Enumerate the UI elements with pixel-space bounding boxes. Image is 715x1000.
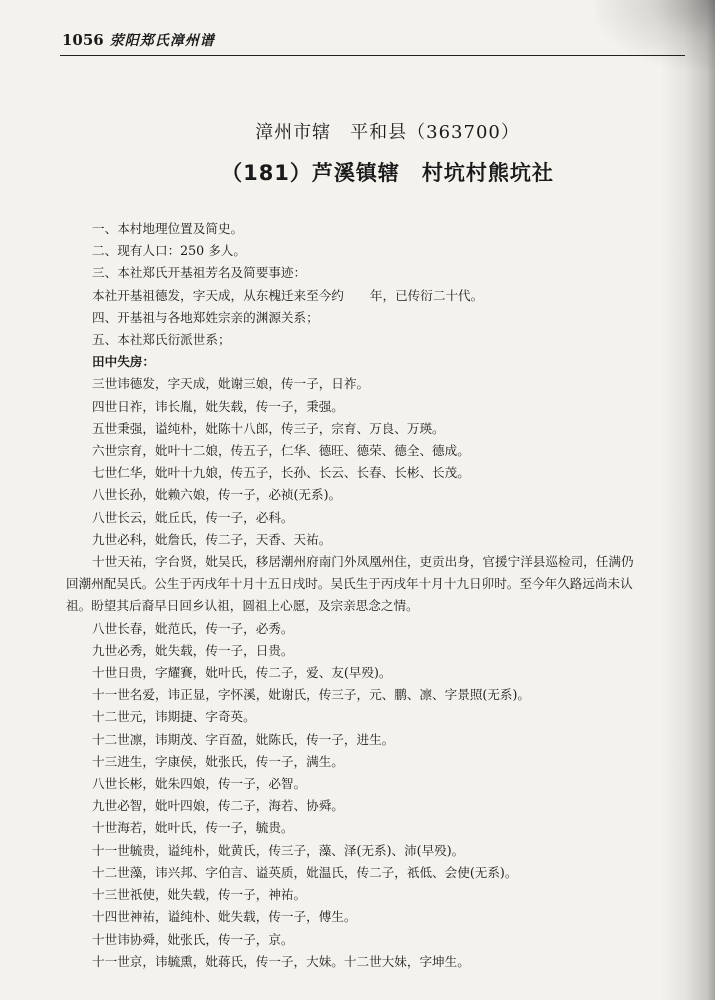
genealogy-line: 十世日贵，字耀賽，妣叶氏，传二子，爱、友(早殁)。 xyxy=(92,665,392,681)
genealogy-line: 十一世京，讳毓熏，妣蒋氏，传一子，大妹。十二世大妹，字坤生。 xyxy=(92,953,470,969)
tianyou-paragraph-line: 回潮州配吴氏。公生于丙戌年十月十五日戌时。吴氏生于丙戌年十月十九日卯时。至今年久路远尚未认 xyxy=(66,576,633,592)
section-2: 二、现有人口：250 多人。 xyxy=(92,243,246,259)
section-3-detail xyxy=(66,285,682,307)
genealogy-line: 十一世名爱，讳正显，字怀溪，妣谢氏，传三子，元、鹏、凛、字景照(无系)。 xyxy=(92,687,531,703)
genealogy-line: 五世秉强，谥纯朴，妣陈十八郎，传三子，宗育、万良、万瑛。 xyxy=(92,420,445,436)
genealogy-line: 九世必智，妣叶四娘，传二子，海若、协舜。 xyxy=(92,798,344,814)
section-5: 五、本社郑氏衍派世系； xyxy=(92,332,231,348)
section-title-village: （181）芦溪镇辖 村坑村熊坑社 xyxy=(221,161,554,185)
header-rule xyxy=(60,55,685,56)
tianyou-paragraph-line: 十世天祐，字台贤，妣吴氏，移居潮州府南门外凤凰州住，吏贡出身，官援宁洋县巡检司，任满仍 xyxy=(92,554,634,570)
genealogy-line: 十世海若，妣叶氏，传一子，毓贵。 xyxy=(92,820,294,836)
genealogy-line: 十三进生，字康侯，妣张氏，传一子，满生。 xyxy=(92,753,344,769)
running-header xyxy=(62,30,215,50)
body-text xyxy=(66,218,682,973)
book-title: 荥阳郑氏漳州谱 xyxy=(109,33,215,49)
genealogy-line: 六世宗育，妣叶十二娘，传五子，仁华、德旺、德荣、德全、德成。 xyxy=(92,443,470,459)
genealogy-line: 八世长云，妣丘氏，传一子，必科。 xyxy=(92,509,294,525)
section-3-detail-a: 本社开基祖德发，字天成，从东槐迁来至今约 xyxy=(92,287,344,303)
genealogy-line: 十三世祇使，妣失载，传一子，神祐。 xyxy=(92,887,307,903)
genealogy-line: 十一世毓贵，谥纯朴，妣黄氏，传三子，藻、泽(无系)、沛(早殁)。 xyxy=(92,842,465,858)
genealogy-line: 四世日祚，讳长胤，妣失载，传一子，秉强。 xyxy=(92,398,344,414)
genealogy-line: 十二世凛，讳期茂、字百盈，妣陈氏，传一子，进生。 xyxy=(92,731,395,747)
genealogy-line: 十二世元，讳期捷、字奇英。 xyxy=(92,709,256,725)
branch-heading: 田中失房： xyxy=(92,354,155,370)
genealogy-line: 八世长彬，妣朱四娘，传一子，必智。 xyxy=(92,776,307,792)
genealogy-line: 十世讳协舜，妣张氏，传一子，京。 xyxy=(92,931,294,947)
section-3: 三、本社郑氏开基祖芳名及简要事迹： xyxy=(92,265,307,281)
section-4: 四、开基祖与各地郑姓宗亲的渊源关系； xyxy=(92,309,319,325)
genealogy-line: 七世仁华，妣叶十九娘，传五子，长孙、长云、长春、长彬、长茂。 xyxy=(92,465,470,481)
genealogy-line: 八世长孙，妣赖六娘，传一子，必祯(无系)。 xyxy=(92,487,342,503)
genealogy-line: 十二世藻，讳兴邦、字伯言、谥英质，妣温氏，传二子，祇低、会使(无系)。 xyxy=(92,864,518,880)
genealogy-line: 三世讳德发，字天成，妣谢三娘，传一子，日祚。 xyxy=(92,376,370,392)
section-1: 一、本村地理位置及简史。 xyxy=(92,221,244,236)
page-number: 1056 xyxy=(62,31,104,49)
section-3-detail-b: 年，已传衍二十代。 xyxy=(369,287,484,303)
genealogy-line: 九世必秀，妣失载，传一子，日贵。 xyxy=(92,642,294,658)
genealogy-line: 十四世神祐，谥纯朴、妣失载，传一子，傅生。 xyxy=(92,909,357,925)
genealogy-line: 九世必科，妣詹氏，传二子，天香、天祐。 xyxy=(92,531,332,547)
scan-corner-shadow xyxy=(595,0,715,70)
genealogy-line: 八世长春，妣范氏，传一子，必秀。 xyxy=(92,620,294,636)
section-title-county: 漳州市辖 平和县（363700） xyxy=(255,122,520,143)
tianyou-paragraph-line: 祖。盼望其后裔早日回乡认祖，圆祖上心愿，及宗亲思念之情。 xyxy=(66,598,419,614)
